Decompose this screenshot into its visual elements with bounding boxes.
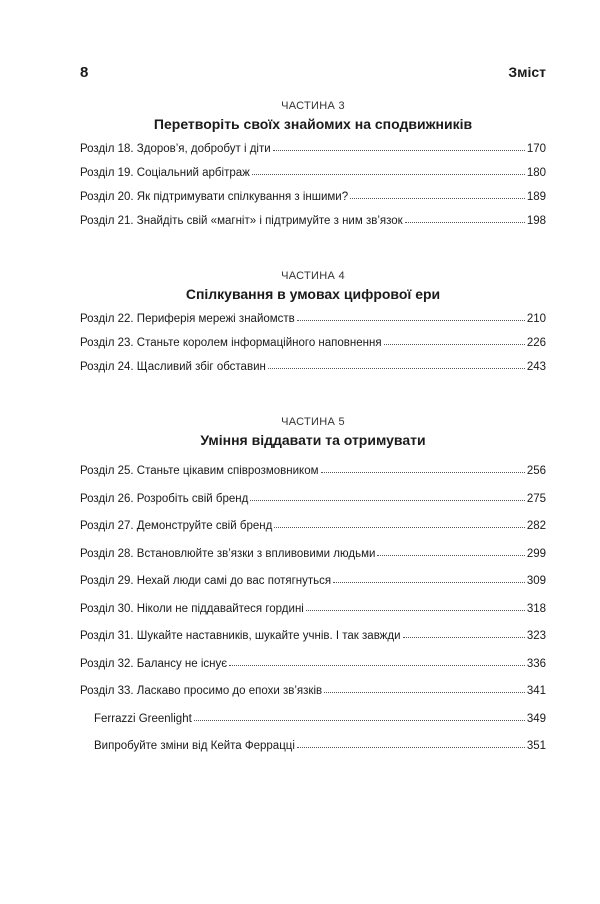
toc-entry-title: Розділ 26. Розробіть свій бренд	[80, 492, 249, 505]
dot-leader	[194, 711, 525, 721]
dot-leader	[403, 628, 525, 638]
toc-entry-title: Розділ 27. Демонструйте свій бренд	[80, 520, 273, 532]
toc-entry-title: Розділ 31. Шукайте наставників, шукайте учнів. І так завжди	[80, 630, 401, 642]
toc-entry-title: Розділ 22. Периферія мережі знайомств	[80, 313, 295, 325]
toc-entry-title: Розділ 23. Станьте королем інформаційного наповнення	[80, 337, 382, 349]
part-title: Спілкування в умовах цифрової ери	[185, 286, 441, 302]
dot-leader	[297, 311, 525, 321]
part-label: ЧАСТИНА 4	[281, 270, 345, 282]
toc-entry-title: Розділ 24. Щасливий збіг обставин	[80, 361, 266, 373]
toc-entry[interactable]	[80, 166, 546, 190]
toc-part-5	[80, 416, 546, 767]
toc-entry-page: 189	[526, 191, 546, 203]
toc-entry-page: 323	[526, 630, 546, 642]
toc-extra-entry[interactable]	[80, 739, 546, 767]
toc-entry[interactable]	[80, 602, 546, 630]
toc-part-4	[80, 270, 546, 384]
toc-entry[interactable]	[80, 142, 546, 166]
toc-entry[interactable]	[80, 214, 546, 238]
toc-entry-title: Розділ 28. Встановлюйте зв’язки з впливовими людьми	[80, 547, 376, 560]
dot-leader	[250, 491, 524, 501]
toc-entry[interactable]	[80, 492, 546, 520]
toc-entry-title: Розділ 20. Як підтримувати спілкування з іншими?	[80, 191, 349, 203]
toc-entry-title: Розділ 30. Ніколи не піддавайтеся гордині	[80, 602, 304, 615]
part-label: ЧАСТИНА 3	[281, 100, 345, 112]
toc-entry-page: 349	[526, 712, 546, 725]
dot-leader	[333, 573, 525, 583]
dot-leader	[297, 738, 525, 748]
toc-entry-title: Розділ 19. Соціальний арбітраж	[80, 167, 250, 179]
dot-leader	[274, 518, 525, 528]
toc-entry[interactable]	[80, 547, 546, 575]
dot-leader	[252, 165, 525, 175]
toc-entry[interactable]	[80, 684, 546, 712]
toc-entry[interactable]	[80, 629, 546, 657]
toc-entry-page: 309	[526, 575, 546, 587]
toc-entry[interactable]	[80, 464, 546, 492]
toc-entry[interactable]	[80, 336, 546, 360]
toc-extra-entry[interactable]	[80, 712, 546, 740]
toc-entry[interactable]	[80, 360, 546, 384]
dot-leader	[306, 601, 525, 611]
toc-entry[interactable]	[80, 519, 546, 547]
part-title: Уміння віддавати та отримувати	[200, 432, 426, 448]
dot-leader	[405, 213, 525, 223]
dot-leader	[377, 546, 524, 556]
toc-entry-page: 318	[526, 602, 546, 615]
toc-entry-title: Ferrazzi Greenlight	[94, 712, 192, 725]
toc-entry-page: 180	[526, 167, 546, 179]
dot-leader	[229, 656, 525, 666]
page-number: 8	[80, 64, 89, 81]
toc-entry-page: 256	[526, 465, 546, 477]
toc-entry-page: 299	[526, 547, 546, 560]
toc-entry-page: 282	[526, 520, 546, 532]
part-label: ЧАСТИНА 5	[281, 416, 345, 428]
toc-entry-title: Розділ 21. Знайдіть свій «магніт» і підтримуйте з ним зв’язок	[80, 215, 403, 227]
toc-entry-page: 226	[526, 337, 546, 349]
toc-part-3	[80, 100, 546, 238]
toc-entry-title: Розділ 18. Здоров’я, добробут і діти	[80, 143, 271, 155]
dot-leader	[321, 463, 525, 473]
toc-entry-title: Розділ 25. Станьте цікавим співрозмовником	[80, 465, 319, 477]
dot-leader	[350, 189, 525, 199]
toc-entry-title: Розділ 33. Ласкаво просимо до епохи зв’язків	[80, 685, 323, 697]
toc-entry-page: 275	[526, 492, 546, 505]
toc-entry[interactable]	[80, 657, 546, 685]
dot-leader	[324, 683, 525, 693]
dot-leader	[273, 141, 525, 151]
toc-entry[interactable]	[80, 190, 546, 214]
dot-leader	[268, 359, 525, 369]
toc-entry-page: 198	[526, 215, 546, 227]
toc-entry[interactable]	[80, 574, 546, 602]
toc-entry-page: 243	[526, 361, 546, 373]
toc-entry-page: 341	[526, 685, 546, 697]
toc-entry-title: Випробуйте зміни від Кейта Ферраццi	[94, 740, 295, 752]
toc-entry-page: 170	[526, 143, 546, 155]
toc-entry-page: 336	[526, 657, 546, 670]
toc-entry-page: 210	[526, 313, 546, 325]
toc-entry-page: 351	[526, 740, 546, 752]
part-title: Перетворіть своїх знайомих на сподвижників	[153, 116, 473, 132]
dot-leader	[384, 335, 525, 345]
toc-entry[interactable]	[80, 312, 546, 336]
toc-entry-title: Розділ 32. Балансу не існує	[80, 657, 228, 670]
page-header	[80, 64, 546, 86]
running-title: Зміст	[508, 64, 546, 80]
toc-entry-title: Розділ 29. Нехай люди самі до вас потягнуться	[80, 575, 332, 587]
